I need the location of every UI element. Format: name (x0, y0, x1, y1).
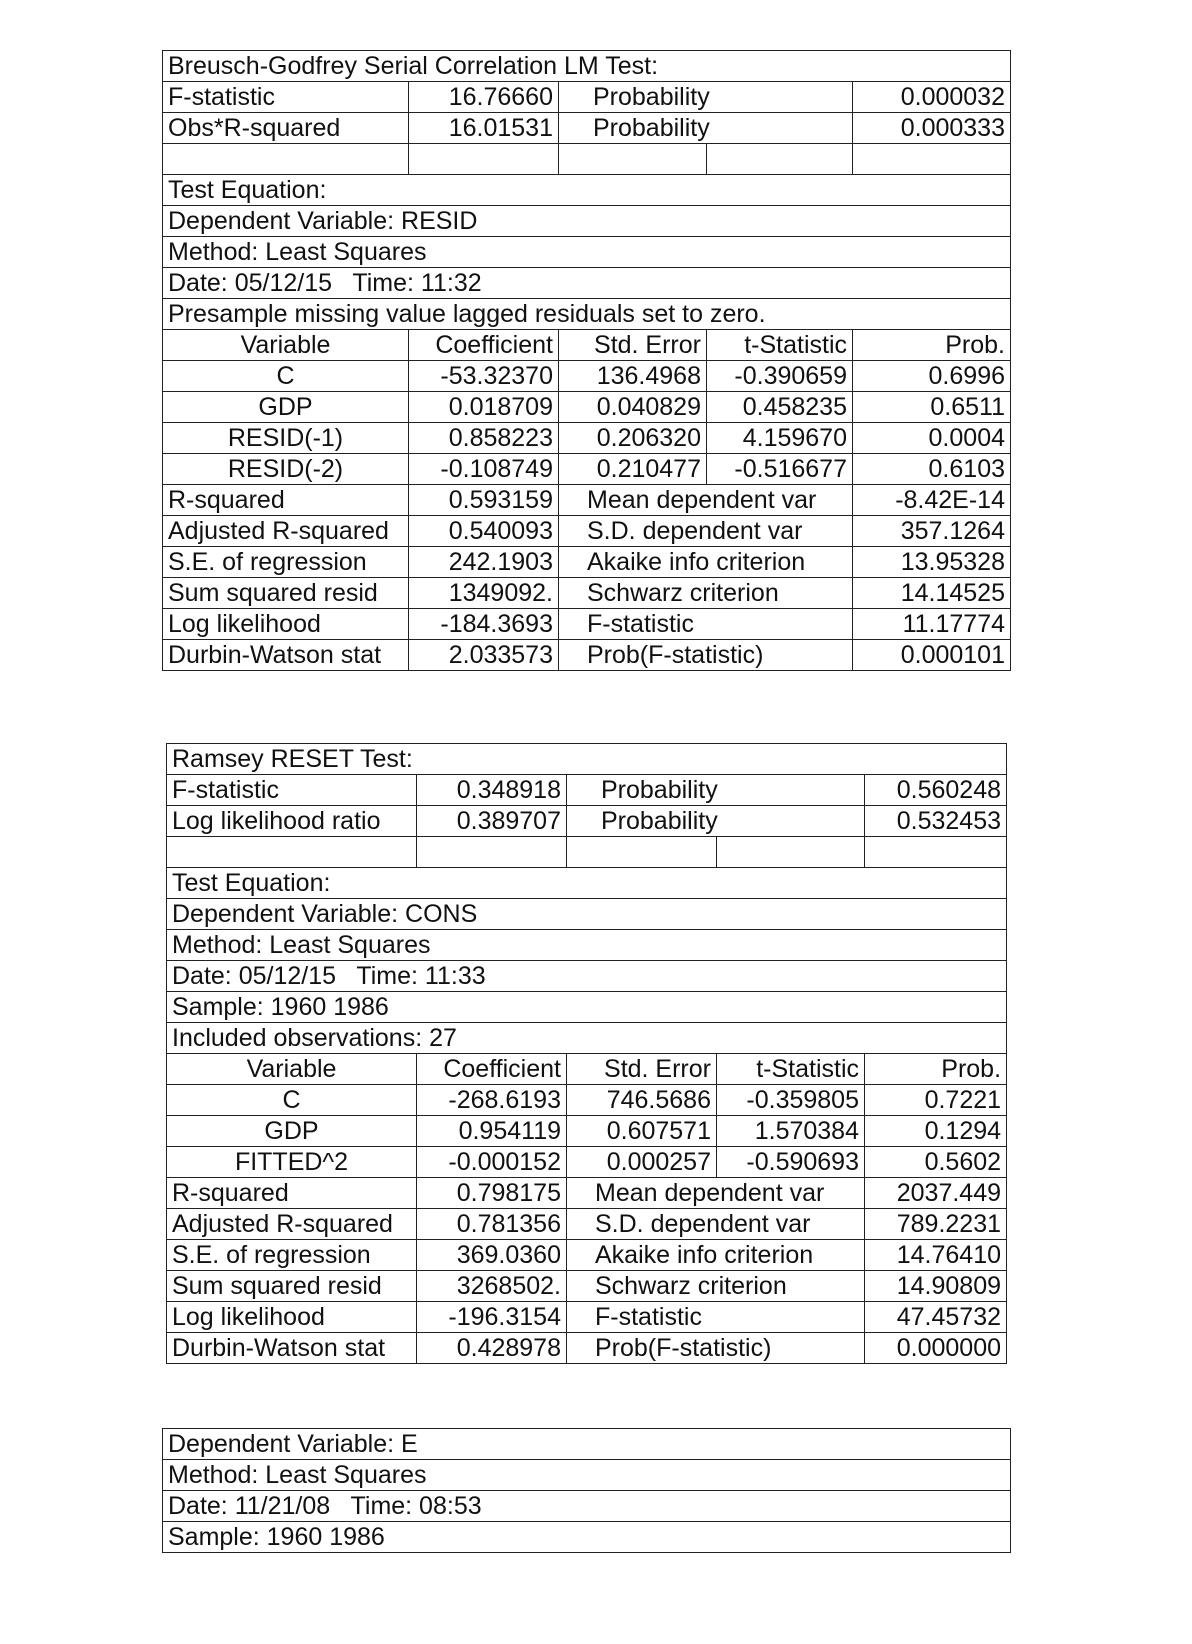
summary-value: 789.2231 (865, 1209, 1007, 1240)
summary-label: Schwarz criterion (559, 578, 853, 609)
stat-row (167, 806, 1007, 837)
blank-row (167, 837, 1007, 868)
column-header: Coefficient (409, 330, 559, 361)
breusch-godfrey-table (162, 50, 1011, 671)
coefficient-cell: 0.858223 (409, 423, 559, 454)
summary-value: 369.0360 (417, 1240, 567, 1271)
stat-row (163, 113, 1011, 144)
summary-value: 2.033573 (409, 640, 559, 671)
summary-label: Adjusted R-squared (163, 516, 409, 547)
summary-value: 357.1264 (853, 516, 1011, 547)
summary-row (167, 1240, 1007, 1271)
summary-label: S.D. dependent var (559, 516, 853, 547)
summary-value: 0.000000 (865, 1333, 1007, 1364)
summary-value: 11.17774 (853, 609, 1011, 640)
prob-value: 0.560248 (865, 775, 1007, 806)
summary-value: 0.781356 (417, 1209, 567, 1240)
info-line: Method: Least Squares (167, 930, 1007, 961)
info-line: Dependent Variable: E (163, 1429, 1011, 1460)
table-row (163, 423, 1011, 454)
summary-label: Mean dependent var (567, 1178, 865, 1209)
info-line: Date: 05/12/15 Time: 11:33 (167, 961, 1007, 992)
summary-label: Schwarz criterion (567, 1271, 865, 1302)
prob-cell: 0.1294 (865, 1116, 1007, 1147)
summary-value: 3268502. (417, 1271, 567, 1302)
stat-label: Obs*R-squared (163, 113, 409, 144)
ramsey-reset-table (166, 743, 1007, 1364)
summary-value: 0.798175 (417, 1178, 567, 1209)
prob-label: Probability (559, 82, 853, 113)
std-error-cell: 0.206320 (559, 423, 707, 454)
summary-value: 14.90809 (865, 1271, 1007, 1302)
prob-cell: 0.7221 (865, 1085, 1007, 1116)
stat-row (163, 82, 1011, 113)
summary-label: Log likelihood (163, 609, 409, 640)
summary-value: -196.3154 (417, 1302, 567, 1333)
variable-cell: GDP (167, 1116, 417, 1147)
info-line: Included observations: 27 (167, 1023, 1007, 1054)
prob-cell: 0.0004 (853, 423, 1011, 454)
table-title: Breusch-Godfrey Serial Correlation LM Test: (163, 51, 1011, 82)
info-line: Date: 11/21/08 Time: 08:53 (163, 1491, 1011, 1522)
variable-cell: RESID(-1) (163, 423, 409, 454)
summary-value: -8.42E-14 (853, 485, 1011, 516)
summary-value: 14.76410 (865, 1240, 1007, 1271)
summary-value: 2037.449 (865, 1178, 1007, 1209)
column-header: Variable (163, 330, 409, 361)
summary-row (163, 485, 1011, 516)
summary-row (163, 578, 1011, 609)
info-line: Dependent Variable: CONS (167, 899, 1007, 930)
summary-value: 14.14525 (853, 578, 1011, 609)
prob-cell: 0.5602 (865, 1147, 1007, 1178)
summary-value: 0.000101 (853, 640, 1011, 671)
prob-label: Probability (567, 775, 865, 806)
summary-row (167, 1209, 1007, 1240)
summary-value: 0.428978 (417, 1333, 567, 1364)
summary-value: -184.3693 (409, 609, 559, 640)
summary-label: Akaike info criterion (567, 1240, 865, 1271)
summary-value: 242.1903 (409, 547, 559, 578)
summary-row (163, 609, 1011, 640)
column-header: Prob. (853, 330, 1011, 361)
coefficient-cell: -0.108749 (409, 454, 559, 485)
table-row (167, 1116, 1007, 1147)
column-header: t-Statistic (707, 330, 853, 361)
variable-cell: C (163, 361, 409, 392)
info-line: Test Equation: (163, 175, 1011, 206)
summary-label: S.D. dependent var (567, 1209, 865, 1240)
t-stat-cell: 0.458235 (707, 392, 853, 423)
summary-label: F-statistic (559, 609, 853, 640)
prob-value: 0.000333 (853, 113, 1011, 144)
column-header: Coefficient (417, 1054, 567, 1085)
summary-label: R-squared (163, 485, 409, 516)
t-stat-cell: 1.570384 (717, 1116, 865, 1147)
prob-label: Probability (567, 806, 865, 837)
info-line: Method: Least Squares (163, 1460, 1011, 1491)
summary-label: Sum squared resid (167, 1271, 417, 1302)
stat-label: Log likelihood ratio (167, 806, 417, 837)
table-row (163, 361, 1011, 392)
table-row (163, 392, 1011, 423)
variable-cell: C (167, 1085, 417, 1116)
t-stat-cell: -0.390659 (707, 361, 853, 392)
summary-value: 0.593159 (409, 485, 559, 516)
summary-row (163, 640, 1011, 671)
table-row (167, 1147, 1007, 1178)
summary-row (163, 516, 1011, 547)
summary-value: 47.45732 (865, 1302, 1007, 1333)
info-line: Method: Least Squares (163, 237, 1011, 268)
summary-label: Durbin-Watson stat (163, 640, 409, 671)
stat-row (167, 775, 1007, 806)
prob-value: 0.532453 (865, 806, 1007, 837)
summary-label: Sum squared resid (163, 578, 409, 609)
std-error-cell: 0.210477 (559, 454, 707, 485)
stat-value: 0.348918 (417, 775, 567, 806)
std-error-cell: 0.040829 (559, 392, 707, 423)
blank-row (163, 144, 1011, 175)
stat-value: 16.76660 (409, 82, 559, 113)
coefficient-cell: 0.018709 (409, 392, 559, 423)
std-error-cell: 136.4968 (559, 361, 707, 392)
prob-label: Probability (559, 113, 853, 144)
info-line: Sample: 1960 1986 (167, 992, 1007, 1023)
summary-label: S.E. of regression (167, 1240, 417, 1271)
stat-label: F-statistic (163, 82, 409, 113)
coefficient-cell: -268.6193 (417, 1085, 567, 1116)
summary-row (167, 1333, 1007, 1364)
info-line: Dependent Variable: RESID (163, 206, 1011, 237)
prob-cell: 0.6103 (853, 454, 1011, 485)
summary-label: Prob(F-statistic) (567, 1333, 865, 1364)
summary-label: Akaike info criterion (559, 547, 853, 578)
stat-label: F-statistic (167, 775, 417, 806)
summary-label: S.E. of regression (163, 547, 409, 578)
summary-label: Adjusted R-squared (167, 1209, 417, 1240)
summary-row (167, 1178, 1007, 1209)
t-stat-cell: 4.159670 (707, 423, 853, 454)
std-error-cell: 0.000257 (567, 1147, 717, 1178)
column-header: Variable (167, 1054, 417, 1085)
prob-cell: 0.6996 (853, 361, 1011, 392)
summary-row (167, 1271, 1007, 1302)
column-header: Std. Error (567, 1054, 717, 1085)
summary-row (163, 547, 1011, 578)
variable-cell: FITTED^2 (167, 1147, 417, 1178)
t-stat-cell: -0.516677 (707, 454, 853, 485)
column-header-row (163, 330, 1011, 361)
summary-label: Mean dependent var (559, 485, 853, 516)
stat-value: 0.389707 (417, 806, 567, 837)
t-stat-cell: -0.590693 (717, 1147, 865, 1178)
third-regression-table (162, 1428, 1011, 1553)
column-header: Std. Error (559, 330, 707, 361)
table-row (163, 454, 1011, 485)
variable-cell: GDP (163, 392, 409, 423)
prob-value: 0.000032 (853, 82, 1011, 113)
coefficient-cell: -0.000152 (417, 1147, 567, 1178)
summary-label: F-statistic (567, 1302, 865, 1333)
summary-label: R-squared (167, 1178, 417, 1209)
summary-value: 1349092. (409, 578, 559, 609)
std-error-cell: 0.607571 (567, 1116, 717, 1147)
table-title: Ramsey RESET Test: (167, 744, 1007, 775)
t-stat-cell: -0.359805 (717, 1085, 865, 1116)
std-error-cell: 746.5686 (567, 1085, 717, 1116)
table-row (167, 1085, 1007, 1116)
summary-value: 13.95328 (853, 547, 1011, 578)
summary-label: Log likelihood (167, 1302, 417, 1333)
stat-value: 16.01531 (409, 113, 559, 144)
column-header: t-Statistic (717, 1054, 865, 1085)
info-line: Sample: 1960 1986 (163, 1522, 1011, 1553)
column-header: Prob. (865, 1054, 1007, 1085)
summary-label: Prob(F-statistic) (559, 640, 853, 671)
summary-label: Durbin-Watson stat (167, 1333, 417, 1364)
coefficient-cell: -53.32370 (409, 361, 559, 392)
column-header-row (167, 1054, 1007, 1085)
variable-cell: RESID(-2) (163, 454, 409, 485)
info-line: Presample missing value lagged residuals set to zero. (163, 299, 1011, 330)
summary-row (167, 1302, 1007, 1333)
info-line: Test Equation: (167, 868, 1007, 899)
coefficient-cell: 0.954119 (417, 1116, 567, 1147)
info-line: Date: 05/12/15 Time: 11:32 (163, 268, 1011, 299)
prob-cell: 0.6511 (853, 392, 1011, 423)
summary-value: 0.540093 (409, 516, 559, 547)
